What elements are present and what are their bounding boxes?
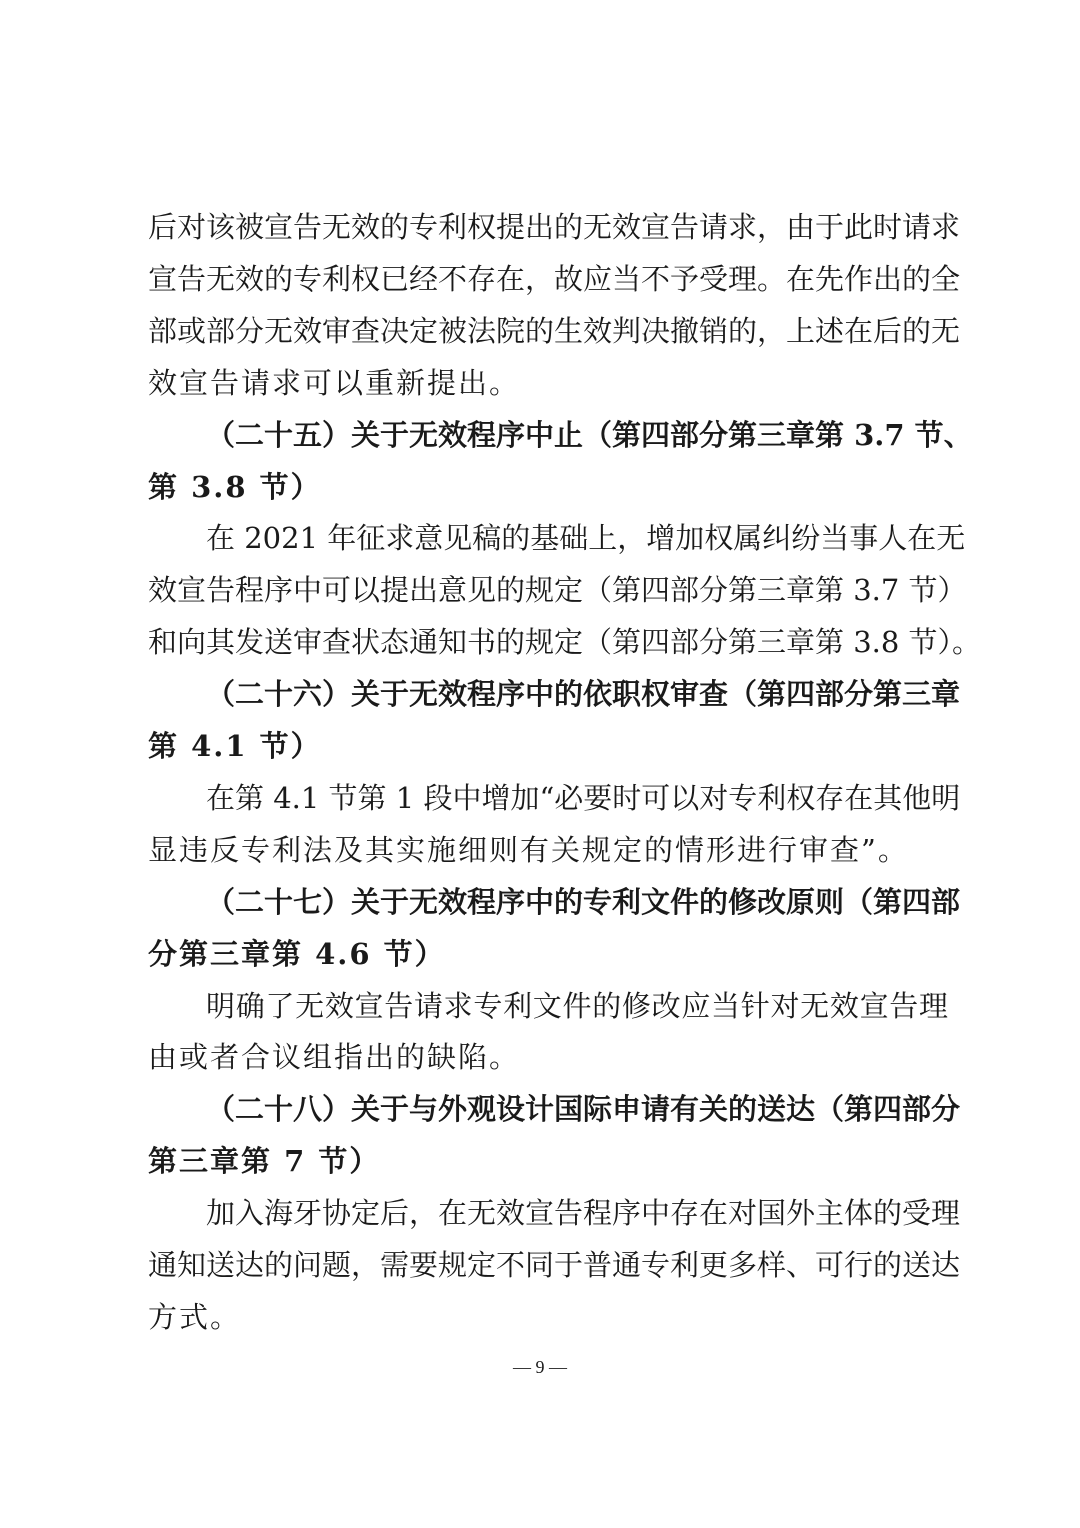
section-heading-line: （二十七）关于无效程序中的专利文件的修改原则（第四部 [206, 885, 961, 919]
section-heading-line: （二十五）关于无效程序中止（第四部分第三章第 3.7 节、 [206, 418, 973, 452]
section-heading-line: （二十八）关于与外观设计国际申请有关的送达（第四部分 [206, 1092, 961, 1126]
paragraph-line: 在第 4.1 节第 1 段中增加“必要时可以对专利权存在其他明 [206, 781, 961, 815]
paragraph-line: 宣告无效的专利权已经不存在，故应当不予受理。在先作出的全 [148, 262, 961, 296]
paragraph-line: 在 2021 年征求意见稿的基础上，增加权属纠纷当事人在无 [206, 521, 966, 555]
paragraph-line: 效宣告请求可以重新提出。 [148, 366, 521, 400]
paragraph-line: 效宣告程序中可以提出意见的规定（第四部分第三章第 3.7 节） [148, 573, 967, 607]
paragraph-line: 显违反专利法及其实施细则有关规定的情形进行审查”。 [148, 833, 909, 867]
paragraph-line: 明确了无效宣告请求专利文件的修改应当针对无效宣告理 [206, 989, 948, 1023]
section-heading-line: （二十六）关于无效程序中的依职权审查（第四部分第三章 [206, 677, 961, 711]
paragraph-line: 加入海牙协定后，在无效宣告程序中存在对国外主体的受理 [206, 1196, 961, 1230]
section-heading-line: 第三章第 7 节） [148, 1144, 381, 1178]
section-heading-line: 第 4.1 节） [148, 729, 322, 763]
paragraph-line: 后对该被宣告无效的专利权提出的无效宣告请求，由于此时请求 [148, 210, 961, 244]
section-heading-line: 第 3.8 节） [148, 470, 322, 504]
page-number: — 9 — [513, 1357, 567, 1377]
paragraph-line: 方式。 [148, 1300, 242, 1334]
paragraph-line: 通知送达的问题，需要规定不同于普通专利更多样、可行的送达 [148, 1248, 961, 1282]
paragraph-line: 由或者合议组指出的缺陷。 [148, 1040, 521, 1074]
paragraph-line: 和向其发送审查状态通知书的规定（第四部分第三章第 3.8 节）。 [148, 625, 982, 659]
paragraph-line: 部或部分无效审查决定被法院的生效判决撤销的，上述在后的无 [148, 314, 961, 348]
section-heading-line: 分第三章第 4.6 节） [148, 937, 446, 971]
